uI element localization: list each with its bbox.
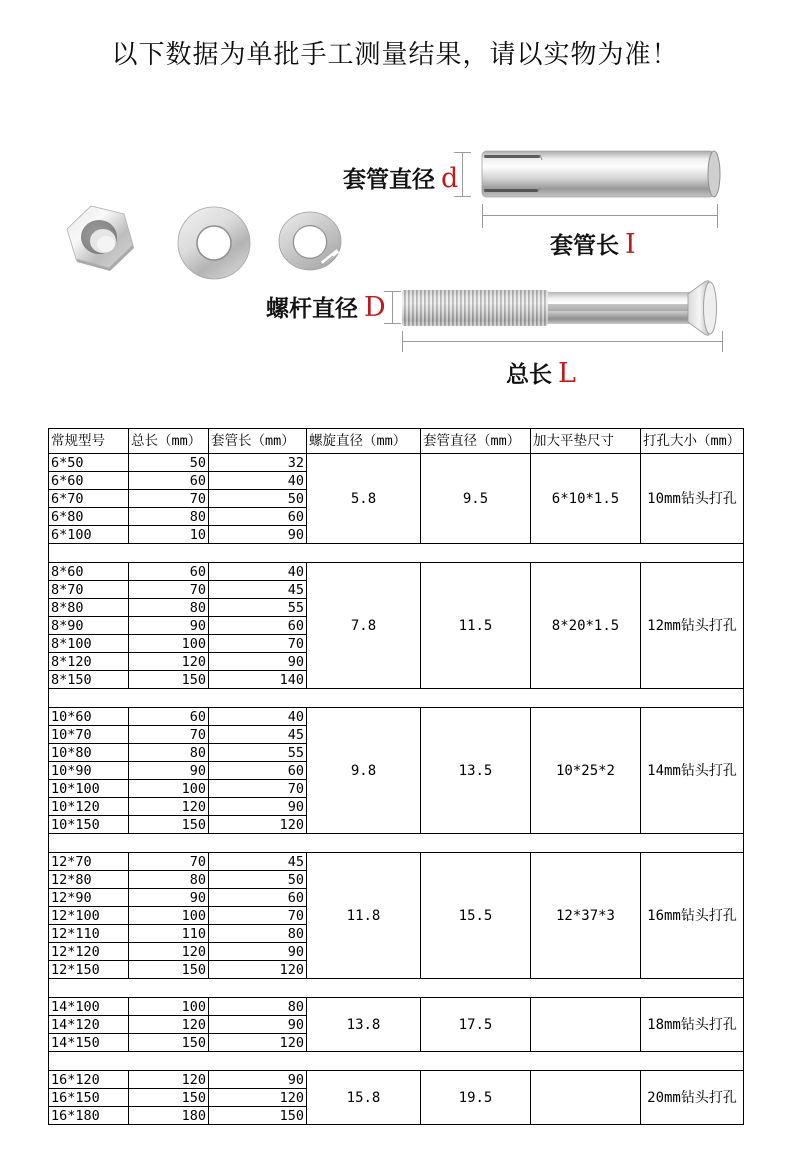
sleeve-length-symbol: I <box>625 229 636 260</box>
model-cell: 16*180 <box>49 1107 129 1125</box>
model-cell: 10*90 <box>49 762 129 780</box>
model-cell: 14*150 <box>49 1034 129 1052</box>
spec-table <box>48 428 744 1125</box>
table-row <box>49 853 744 871</box>
merged-cell: 6*10*1.5 <box>531 454 641 544</box>
merged-cell: 10*25*2 <box>531 708 641 834</box>
model-cell: 6*100 <box>49 526 129 544</box>
hex-nut-image <box>62 203 144 281</box>
model-cell: 12*70 <box>49 853 129 871</box>
model-cell: 6*70 <box>49 490 129 508</box>
merged-cell: 13.5 <box>421 708 531 834</box>
value-cell: 120 <box>129 1071 209 1089</box>
value-cell: 60 <box>209 889 307 907</box>
value-cell: 90 <box>129 889 209 907</box>
value-cell: 70 <box>209 635 307 653</box>
sleeve-diameter-text: 套管直径 <box>343 166 435 192</box>
value-cell: 50 <box>209 871 307 889</box>
sleeve-diameter-symbol: d <box>441 163 459 194</box>
spring-washer-image <box>276 209 344 275</box>
group-separator-row <box>49 544 744 563</box>
value-cell: 32 <box>209 454 307 472</box>
merged-cell: 18mm钻头打孔 <box>641 998 744 1052</box>
rod-diameter-symbol: D <box>364 292 386 323</box>
value-cell: 80 <box>129 744 209 762</box>
column-header: 套管直径（mm） <box>421 429 531 454</box>
model-cell: 10*80 <box>49 744 129 762</box>
value-cell: 150 <box>129 671 209 689</box>
value-cell: 50 <box>209 490 307 508</box>
value-cell: 140 <box>209 671 307 689</box>
value-cell: 100 <box>129 780 209 798</box>
value-cell: 120 <box>209 961 307 979</box>
separator-cell <box>49 689 744 708</box>
value-cell: 150 <box>209 1107 307 1125</box>
merged-cell: 5.8 <box>307 454 421 544</box>
group-separator-row <box>49 979 744 998</box>
value-cell: 120 <box>209 816 307 834</box>
value-cell: 70 <box>129 490 209 508</box>
model-cell: 8*100 <box>49 635 129 653</box>
value-cell: 90 <box>209 1016 307 1034</box>
merged-cell: 19.5 <box>421 1071 531 1125</box>
model-cell: 10*100 <box>49 780 129 798</box>
separator-cell <box>49 544 744 563</box>
value-cell: 120 <box>209 1034 307 1052</box>
flat-washer-image <box>176 205 252 281</box>
value-cell: 70 <box>209 907 307 925</box>
merged-cell: 11.8 <box>307 853 421 979</box>
value-cell: 45 <box>209 726 307 744</box>
model-cell: 12*110 <box>49 925 129 943</box>
sleeve-diameter-bottom-tick <box>454 196 471 197</box>
model-cell: 14*100 <box>49 998 129 1016</box>
sleeve-length-dimension-line <box>482 215 718 216</box>
sleeve-length-text: 套管长 <box>550 232 619 258</box>
value-cell: 90 <box>209 653 307 671</box>
group-separator-row <box>49 689 744 708</box>
model-cell: 10*150 <box>49 816 129 834</box>
value-cell: 10 <box>129 526 209 544</box>
value-cell: 100 <box>129 907 209 925</box>
model-cell: 12*100 <box>49 907 129 925</box>
rod-diameter-bottom-tick <box>384 323 401 324</box>
table-row <box>49 454 744 472</box>
model-cell: 16*120 <box>49 1071 129 1089</box>
merged-cell: 8*20*1.5 <box>531 563 641 689</box>
column-header: 打孔大小（mm） <box>641 429 744 454</box>
merged-cell: 11.5 <box>421 563 531 689</box>
value-cell: 120 <box>129 653 209 671</box>
model-cell: 6*50 <box>49 454 129 472</box>
value-cell: 45 <box>209 853 307 871</box>
table-row <box>49 998 744 1016</box>
sleeve-length-right-tick <box>717 204 718 228</box>
model-cell: 6*60 <box>49 472 129 490</box>
sleeve-diameter-dimension-line <box>462 152 463 197</box>
sleeve-diameter-label <box>343 161 458 194</box>
value-cell: 120 <box>209 1089 307 1107</box>
separator-cell <box>49 1052 744 1071</box>
merged-cell: 12mm钻头打孔 <box>641 563 744 689</box>
value-cell: 60 <box>129 472 209 490</box>
value-cell: 90 <box>209 526 307 544</box>
separator-cell <box>49 834 744 853</box>
model-cell: 10*70 <box>49 726 129 744</box>
merged-cell <box>531 998 641 1052</box>
value-cell: 90 <box>129 762 209 780</box>
value-cell: 110 <box>129 925 209 943</box>
model-cell: 16*150 <box>49 1089 129 1107</box>
model-cell: 12*120 <box>49 943 129 961</box>
sleeve-length-label <box>550 227 636 260</box>
merged-cell: 13.8 <box>307 998 421 1052</box>
value-cell: 80 <box>209 925 307 943</box>
model-cell: 14*120 <box>49 1016 129 1034</box>
total-length-label <box>506 356 576 389</box>
merged-cell: 20mm钻头打孔 <box>641 1071 744 1125</box>
value-cell: 55 <box>209 599 307 617</box>
model-cell: 12*90 <box>49 889 129 907</box>
value-cell: 45 <box>209 581 307 599</box>
merged-cell: 9.8 <box>307 708 421 834</box>
model-cell: 10*120 <box>49 798 129 816</box>
value-cell: 90 <box>209 798 307 816</box>
value-cell: 150 <box>129 1034 209 1052</box>
value-cell: 120 <box>129 798 209 816</box>
column-header: 总长（mm） <box>129 429 209 454</box>
value-cell: 60 <box>129 563 209 581</box>
model-cell: 8*90 <box>49 617 129 635</box>
value-cell: 60 <box>129 708 209 726</box>
table-row <box>49 708 744 726</box>
value-cell: 70 <box>129 581 209 599</box>
group-separator-row <box>49 834 744 853</box>
merged-cell: 14mm钻头打孔 <box>641 708 744 834</box>
value-cell: 150 <box>129 816 209 834</box>
total-length-symbol: L <box>558 358 576 389</box>
value-cell: 90 <box>209 943 307 961</box>
merged-cell: 17.5 <box>421 998 531 1052</box>
value-cell: 100 <box>129 635 209 653</box>
value-cell: 70 <box>129 726 209 744</box>
model-cell: 6*80 <box>49 508 129 526</box>
value-cell: 60 <box>209 617 307 635</box>
merged-cell: 7.8 <box>307 563 421 689</box>
separator-cell <box>49 979 744 998</box>
table-row <box>49 563 744 581</box>
value-cell: 40 <box>209 472 307 490</box>
total-length-left-tick <box>402 331 403 352</box>
column-header: 螺旋直径（mm） <box>307 429 421 454</box>
value-cell: 55 <box>209 744 307 762</box>
rod-diameter-dimension-line <box>392 291 393 324</box>
group-separator-row <box>49 1052 744 1071</box>
sleeve-diameter-top-tick <box>454 152 471 153</box>
table-row <box>49 1071 744 1089</box>
value-cell: 40 <box>209 708 307 726</box>
total-length-dimension-line <box>402 341 723 342</box>
merged-cell: 15.8 <box>307 1071 421 1125</box>
rod-diameter-top-tick <box>384 291 401 292</box>
value-cell: 80 <box>129 508 209 526</box>
total-length-text: 总长 <box>506 361 552 387</box>
value-cell: 60 <box>209 508 307 526</box>
sleeve-anchor-image <box>480 147 722 201</box>
model-cell: 12*150 <box>49 961 129 979</box>
rod-diameter-text: 螺杆直径 <box>266 295 358 321</box>
value-cell: 100 <box>129 998 209 1016</box>
value-cell: 70 <box>209 780 307 798</box>
merged-cell <box>531 1071 641 1125</box>
model-cell: 12*80 <box>49 871 129 889</box>
spec-table-body <box>49 454 744 1125</box>
countersunk-bolt-image <box>400 277 722 337</box>
merged-cell: 12*37*3 <box>531 853 641 979</box>
value-cell: 80 <box>129 599 209 617</box>
value-cell: 70 <box>129 853 209 871</box>
model-cell: 10*60 <box>49 708 129 726</box>
value-cell: 150 <box>129 1089 209 1107</box>
column-header: 常规型号 <box>49 429 129 454</box>
model-cell: 8*80 <box>49 599 129 617</box>
merged-cell: 15.5 <box>421 853 531 979</box>
page-title: 以下数据为单批手工测量结果，请以实物为准！ <box>111 39 679 69</box>
column-header: 加大平垫尺寸 <box>531 429 641 454</box>
value-cell: 180 <box>129 1107 209 1125</box>
model-cell: 8*150 <box>49 671 129 689</box>
value-cell: 40 <box>209 563 307 581</box>
sleeve-length-left-tick <box>482 204 483 228</box>
value-cell: 80 <box>129 871 209 889</box>
merged-cell: 10mm钻头打孔 <box>641 454 744 544</box>
merged-cell: 9.5 <box>421 454 531 544</box>
value-cell: 50 <box>129 454 209 472</box>
total-length-right-tick <box>722 331 723 352</box>
value-cell: 90 <box>209 1071 307 1089</box>
rod-diameter-label <box>266 290 386 323</box>
value-cell: 90 <box>129 617 209 635</box>
value-cell: 150 <box>129 961 209 979</box>
spec-table-header <box>49 429 744 454</box>
model-cell: 8*120 <box>49 653 129 671</box>
model-cell: 8*60 <box>49 563 129 581</box>
value-cell: 120 <box>129 943 209 961</box>
value-cell: 60 <box>209 762 307 780</box>
column-header: 套管长（mm） <box>209 429 307 454</box>
model-cell: 8*70 <box>49 581 129 599</box>
value-cell: 80 <box>209 998 307 1016</box>
merged-cell: 16mm钻头打孔 <box>641 853 744 979</box>
value-cell: 120 <box>129 1016 209 1034</box>
header-row <box>49 429 744 454</box>
